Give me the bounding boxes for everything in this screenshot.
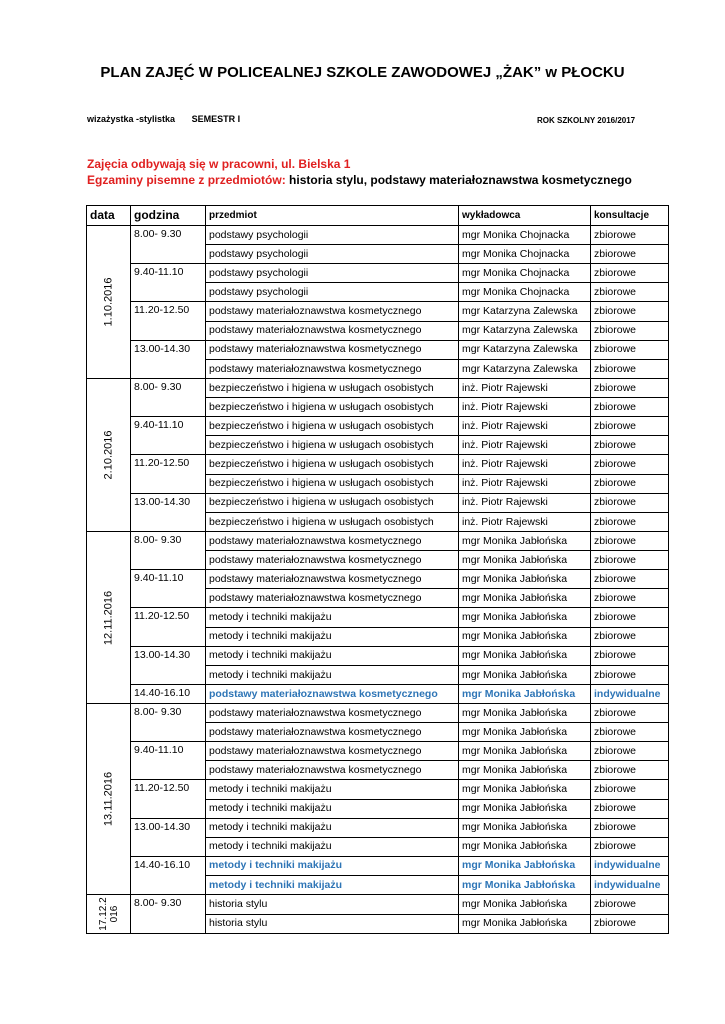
subject-cell: metody i techniki makijażu: [206, 627, 459, 646]
teacher-cell: mgr Monika Jabłońska: [459, 646, 591, 665]
time-cell: 13.00-14.30: [131, 340, 206, 378]
teacher-cell: inż. Piotr Rajewski: [459, 513, 591, 532]
time-cell: 9.40-11.10: [131, 742, 206, 780]
semester: SEMESTR I: [191, 114, 241, 124]
time-cell: 13.00-14.30: [131, 646, 206, 684]
schedule-body: [87, 226, 669, 934]
subject-cell: podstawy materiałoznawstwa kosmetycznego: [206, 685, 459, 704]
subject-cell: bezpieczeństwo i higiena w usługach osobistych: [206, 379, 459, 398]
consultation-cell: zbiorowe: [591, 895, 669, 915]
teacher-cell: mgr Monika Jabłońska: [459, 742, 591, 761]
teacher-cell: mgr Katarzyna Zalewska: [459, 360, 591, 379]
consultation-cell: zbiorowe: [591, 398, 669, 417]
subject-cell: bezpieczeństwo i higiena w usługach osobistych: [206, 513, 459, 532]
teacher-cell: inż. Piotr Rajewski: [459, 398, 591, 417]
column-header-date: data: [87, 206, 131, 226]
time-cell: 11.20-12.50: [131, 608, 206, 646]
teacher-cell: inż. Piotr Rajewski: [459, 379, 591, 398]
subject-cell: metody i techniki makijażu: [206, 780, 459, 799]
subject-cell: metody i techniki makijażu: [206, 876, 459, 895]
consultation-cell: zbiorowe: [591, 704, 669, 723]
table-row: [87, 455, 669, 474]
consultation-cell: zbiorowe: [591, 302, 669, 321]
time-cell: 9.40-11.10: [131, 417, 206, 455]
teacher-cell: mgr Monika Jabłońska: [459, 895, 591, 915]
consultation-cell: zbiorowe: [591, 455, 669, 474]
subject-cell: podstawy materiałoznawstwa kosmetycznego: [206, 532, 459, 551]
subject-cell: metody i techniki makijażu: [206, 818, 459, 837]
exams-note: [87, 173, 632, 187]
subject-cell: bezpieczeństwo i higiena w usługach osobistych: [206, 417, 459, 436]
subject-cell: bezpieczeństwo i higiena w usługach osobistych: [206, 493, 459, 512]
time-cell: 9.40-11.10: [131, 570, 206, 608]
date-cell: [87, 532, 131, 704]
table-row: [87, 704, 669, 723]
teacher-cell: mgr Katarzyna Zalewska: [459, 321, 591, 340]
school-year: ROK SZKOLNY 2016/2017: [537, 116, 636, 125]
table-row: [87, 818, 669, 837]
consultation-cell: zbiorowe: [591, 818, 669, 837]
date-cell: [87, 704, 131, 895]
column-header-teacher: wykładowca: [459, 206, 591, 226]
table-row: [87, 685, 669, 704]
subject-cell: metody i techniki makijażu: [206, 646, 459, 665]
consultation-cell: zbiorowe: [591, 493, 669, 512]
subject-cell: historia stylu: [206, 914, 459, 934]
consultation-cell: zbiorowe: [591, 264, 669, 283]
teacher-cell: mgr Katarzyna Zalewska: [459, 340, 591, 359]
time-cell: 13.00-14.30: [131, 818, 206, 856]
teacher-cell: mgr Monika Jabłońska: [459, 914, 591, 934]
time-cell: 8.00- 9.30: [131, 532, 206, 570]
teacher-cell: mgr Katarzyna Zalewska: [459, 302, 591, 321]
time-cell: 11.20-12.50: [131, 302, 206, 340]
consultation-cell: zbiorowe: [591, 513, 669, 532]
column-header-subject: przedmiot: [206, 206, 459, 226]
subject-cell: metody i techniki makijażu: [206, 856, 459, 875]
consultation-cell: zbiorowe: [591, 532, 669, 551]
consultation-cell: zbiorowe: [591, 723, 669, 742]
table-header-row: [87, 206, 669, 226]
consultation-cell: zbiorowe: [591, 551, 669, 570]
subject-cell: podstawy materiałoznawstwa kosmetycznego: [206, 761, 459, 780]
table-row: [87, 493, 669, 512]
teacher-cell: mgr Monika Jabłońska: [459, 685, 591, 704]
subject-cell: podstawy materiałoznawstwa kosmetycznego: [206, 570, 459, 589]
time-cell: 13.00-14.30: [131, 493, 206, 531]
consultation-cell: zbiorowe: [591, 666, 669, 685]
table-row: [87, 379, 669, 398]
consultation-cell: zbiorowe: [591, 379, 669, 398]
teacher-cell: mgr Monika Jabłońska: [459, 856, 591, 875]
subject-cell: podstawy materiałoznawstwa kosmetycznego: [206, 360, 459, 379]
subject-cell: podstawy materiałoznawstwa kosmetycznego: [206, 302, 459, 321]
table-row: [87, 742, 669, 761]
time-cell: 8.00- 9.30: [131, 379, 206, 417]
subject-cell: metody i techniki makijażu: [206, 666, 459, 685]
consultation-cell: zbiorowe: [591, 780, 669, 799]
time-cell: 8.00- 9.30: [131, 226, 206, 264]
subject-cell: podstawy psychologii: [206, 226, 459, 245]
subject-cell: metody i techniki makijażu: [206, 799, 459, 818]
teacher-cell: mgr Monika Chojnacka: [459, 264, 591, 283]
time-cell: 8.00- 9.30: [131, 895, 206, 934]
date-cell: [87, 379, 131, 532]
subject-cell: bezpieczeństwo i higiena w usługach osobistych: [206, 436, 459, 455]
subject-cell: podstawy materiałoznawstwa kosmetycznego: [206, 589, 459, 608]
consultation-cell: zbiorowe: [591, 799, 669, 818]
time-cell: 14.40-16.10: [131, 856, 206, 894]
course-line: [87, 114, 240, 124]
subject-cell: podstawy materiałoznawstwa kosmetycznego: [206, 742, 459, 761]
table-row: [87, 302, 669, 321]
consultation-cell: zbiorowe: [591, 742, 669, 761]
teacher-cell: mgr Monika Jabłońska: [459, 627, 591, 646]
column-header-consultation: konsultacje: [591, 206, 669, 226]
subject-cell: bezpieczeństwo i higiena w usługach osobistych: [206, 398, 459, 417]
time-cell: 9.40-11.10: [131, 264, 206, 302]
consultation-cell: zbiorowe: [591, 417, 669, 436]
table-row: [87, 417, 669, 436]
teacher-cell: inż. Piotr Rajewski: [459, 417, 591, 436]
date-label: 1.10.2016: [102, 277, 114, 327]
teacher-cell: mgr Monika Jabłońska: [459, 551, 591, 570]
consultation-cell: zbiorowe: [591, 474, 669, 493]
table-row: [87, 570, 669, 589]
consultation-cell: zbiorowe: [591, 627, 669, 646]
consultation-cell: zbiorowe: [591, 646, 669, 665]
table-row: [87, 646, 669, 665]
subject-cell: podstawy materiałoznawstwa kosmetycznego: [206, 321, 459, 340]
table-row: [87, 856, 669, 875]
teacher-cell: inż. Piotr Rajewski: [459, 436, 591, 455]
consultation-cell: zbiorowe: [591, 360, 669, 379]
teacher-cell: mgr Monika Jabłońska: [459, 818, 591, 837]
teacher-cell: mgr Monika Jabłońska: [459, 837, 591, 856]
date-label: 12.11.2016: [102, 590, 114, 645]
subject-cell: podstawy materiałoznawstwa kosmetycznego: [206, 340, 459, 359]
subject-cell: bezpieczeństwo i higiena w usługach osobistych: [206, 455, 459, 474]
location-note: Zajęcia odbywają się w pracowni, ul. Bielska 1: [87, 157, 351, 171]
consultation-cell: zbiorowe: [591, 914, 669, 934]
consultation-cell: indywidualne: [591, 856, 669, 875]
teacher-cell: mgr Monika Jabłońska: [459, 876, 591, 895]
teacher-cell: mgr Monika Jabłońska: [459, 780, 591, 799]
course-name: wizażystka -stylistka: [87, 114, 176, 124]
consultation-cell: indywidualne: [591, 685, 669, 704]
consultation-cell: zbiorowe: [591, 608, 669, 627]
exams-label: Egzaminy pisemne z przedmiotów:: [87, 173, 286, 187]
subject-cell: podstawy materiałoznawstwa kosmetycznego: [206, 551, 459, 570]
teacher-cell: mgr Monika Jabłońska: [459, 799, 591, 818]
consultation-cell: zbiorowe: [591, 283, 669, 302]
teacher-cell: mgr Monika Chojnacka: [459, 245, 591, 264]
time-cell: 8.00- 9.30: [131, 704, 206, 742]
teacher-cell: mgr Monika Jabłońska: [459, 666, 591, 685]
consultation-cell: zbiorowe: [591, 837, 669, 856]
page-title: PLAN ZAJĘĆ W POLICEALNEJ SZKOLE ZAWODOWEJ „ŻAK” w PŁOCKU: [100, 64, 625, 81]
column-header-time: godzina: [131, 206, 206, 226]
time-cell: 14.40-16.10: [131, 685, 206, 704]
subject-cell: metody i techniki makijażu: [206, 608, 459, 627]
table-row: [87, 340, 669, 359]
table-row: [87, 895, 669, 915]
consultation-cell: zbiorowe: [591, 761, 669, 780]
teacher-cell: mgr Monika Chojnacka: [459, 283, 591, 302]
time-cell: 11.20-12.50: [131, 780, 206, 818]
subject-cell: metody i techniki makijażu: [206, 837, 459, 856]
table-row: [87, 226, 669, 245]
teacher-cell: mgr Monika Jabłońska: [459, 608, 591, 627]
table-row: [87, 532, 669, 551]
table-row: [87, 608, 669, 627]
consultation-cell: zbiorowe: [591, 340, 669, 359]
date-cell: [87, 895, 131, 934]
date-cell: [87, 226, 131, 379]
subject-cell: bezpieczeństwo i higiena w usługach osobistych: [206, 474, 459, 493]
subject-cell: podstawy materiałoznawstwa kosmetycznego: [206, 704, 459, 723]
consultation-cell: zbiorowe: [591, 589, 669, 608]
teacher-cell: mgr Monika Jabłońska: [459, 589, 591, 608]
date-label: 13.11.2016: [102, 771, 114, 827]
subject-cell: historia stylu: [206, 895, 459, 915]
teacher-cell: mgr Monika Jabłońska: [459, 570, 591, 589]
teacher-cell: inż. Piotr Rajewski: [459, 455, 591, 474]
teacher-cell: mgr Monika Jabłońska: [459, 723, 591, 742]
teacher-cell: mgr Monika Jabłońska: [459, 704, 591, 723]
subject-cell: podstawy psychologii: [206, 264, 459, 283]
subject-cell: podstawy psychologii: [206, 283, 459, 302]
teacher-cell: mgr Monika Jabłońska: [459, 761, 591, 780]
table-row: [87, 264, 669, 283]
teacher-cell: inż. Piotr Rajewski: [459, 493, 591, 512]
consultation-cell: indywidualne: [591, 876, 669, 895]
consultation-cell: zbiorowe: [591, 570, 669, 589]
subject-cell: podstawy psychologii: [206, 245, 459, 264]
table-row: [87, 780, 669, 799]
consultation-cell: zbiorowe: [591, 436, 669, 455]
teacher-cell: inż. Piotr Rajewski: [459, 474, 591, 493]
teacher-cell: mgr Monika Chojnacka: [459, 226, 591, 245]
date-label: 17.12.2 016: [97, 897, 120, 931]
consultation-cell: zbiorowe: [591, 226, 669, 245]
subject-cell: podstawy materiałoznawstwa kosmetycznego: [206, 723, 459, 742]
exams-subjects: historia stylu, podstawy materiałoznawstwa kosmetycznego: [289, 173, 632, 187]
time-cell: 11.20-12.50: [131, 455, 206, 493]
schedule-table: [86, 205, 669, 934]
date-label: 2.10.2016: [102, 430, 114, 480]
consultation-cell: zbiorowe: [591, 245, 669, 264]
teacher-cell: mgr Monika Jabłońska: [459, 532, 591, 551]
consultation-cell: zbiorowe: [591, 321, 669, 340]
